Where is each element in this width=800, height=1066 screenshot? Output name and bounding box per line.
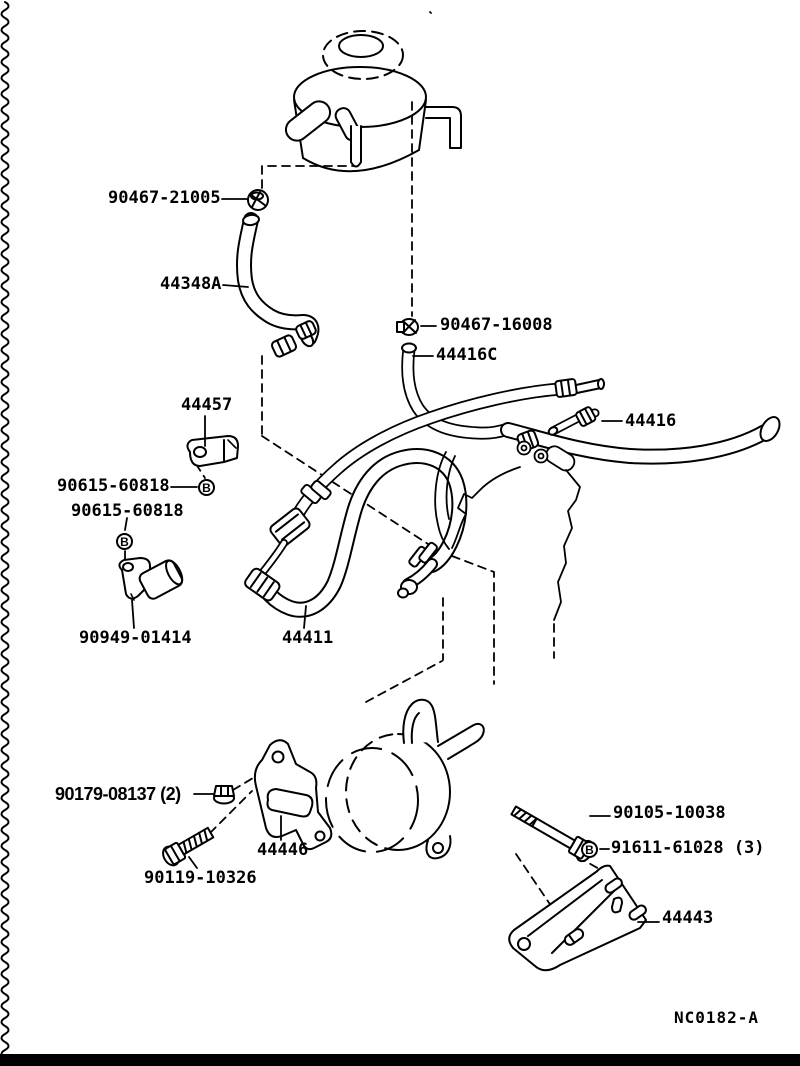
part-label-44443: 44443 xyxy=(662,908,714,928)
leader-lines xyxy=(125,199,659,922)
clamp-90949-01414-part xyxy=(119,557,186,601)
part-label-90119-10326: 90119-10326 xyxy=(144,868,257,888)
marker-b-3: B xyxy=(581,841,598,858)
clamp-90467-21005-part xyxy=(248,190,268,210)
part-label-44416: 44416 xyxy=(625,411,677,431)
bolt-90119-10326-part xyxy=(160,824,216,868)
figure-code: NC0182-A xyxy=(674,1008,760,1027)
part-label-90949-01414: 90949-01414 xyxy=(79,628,192,648)
marker-b-2: B xyxy=(116,533,133,550)
return-hose-44348A-part xyxy=(242,214,317,358)
part-label-90615-60818-b: 90615-60818 xyxy=(71,501,184,521)
part-label-91611-61028: 91611-61028 (3) xyxy=(611,838,765,858)
part-label-90179-08137: 90179-08137 (2) xyxy=(55,784,181,804)
part-label-44411: 44411 xyxy=(282,628,334,648)
marker-b-1: B xyxy=(198,479,215,496)
torn-edge-left xyxy=(2,2,9,1058)
part-label-44348A: 44348A xyxy=(160,274,222,294)
nut-90179-08137-part xyxy=(214,786,234,804)
part-label-90615-60818-a: 90615-60818 xyxy=(57,476,170,496)
part-label-90467-16008: 90467-16008 xyxy=(440,315,553,335)
page-bottom-bar xyxy=(0,1054,800,1066)
part-label-44416C: 44416C xyxy=(436,345,498,365)
part-label-90467-21005: 90467-21005 xyxy=(108,188,221,208)
part-label-44446: 44446 xyxy=(257,840,309,860)
bracket-44446-part xyxy=(255,740,331,849)
part-label-90105-10038: 90105-10038 xyxy=(613,803,726,823)
vane-pump-sketch xyxy=(326,700,484,859)
part-label-44457: 44457 xyxy=(181,395,233,415)
reservoir-tank xyxy=(282,31,461,171)
bracket-44443-part xyxy=(509,866,647,971)
bracket-44457-part xyxy=(187,436,238,466)
clamp-90467-16008-part xyxy=(397,319,418,335)
